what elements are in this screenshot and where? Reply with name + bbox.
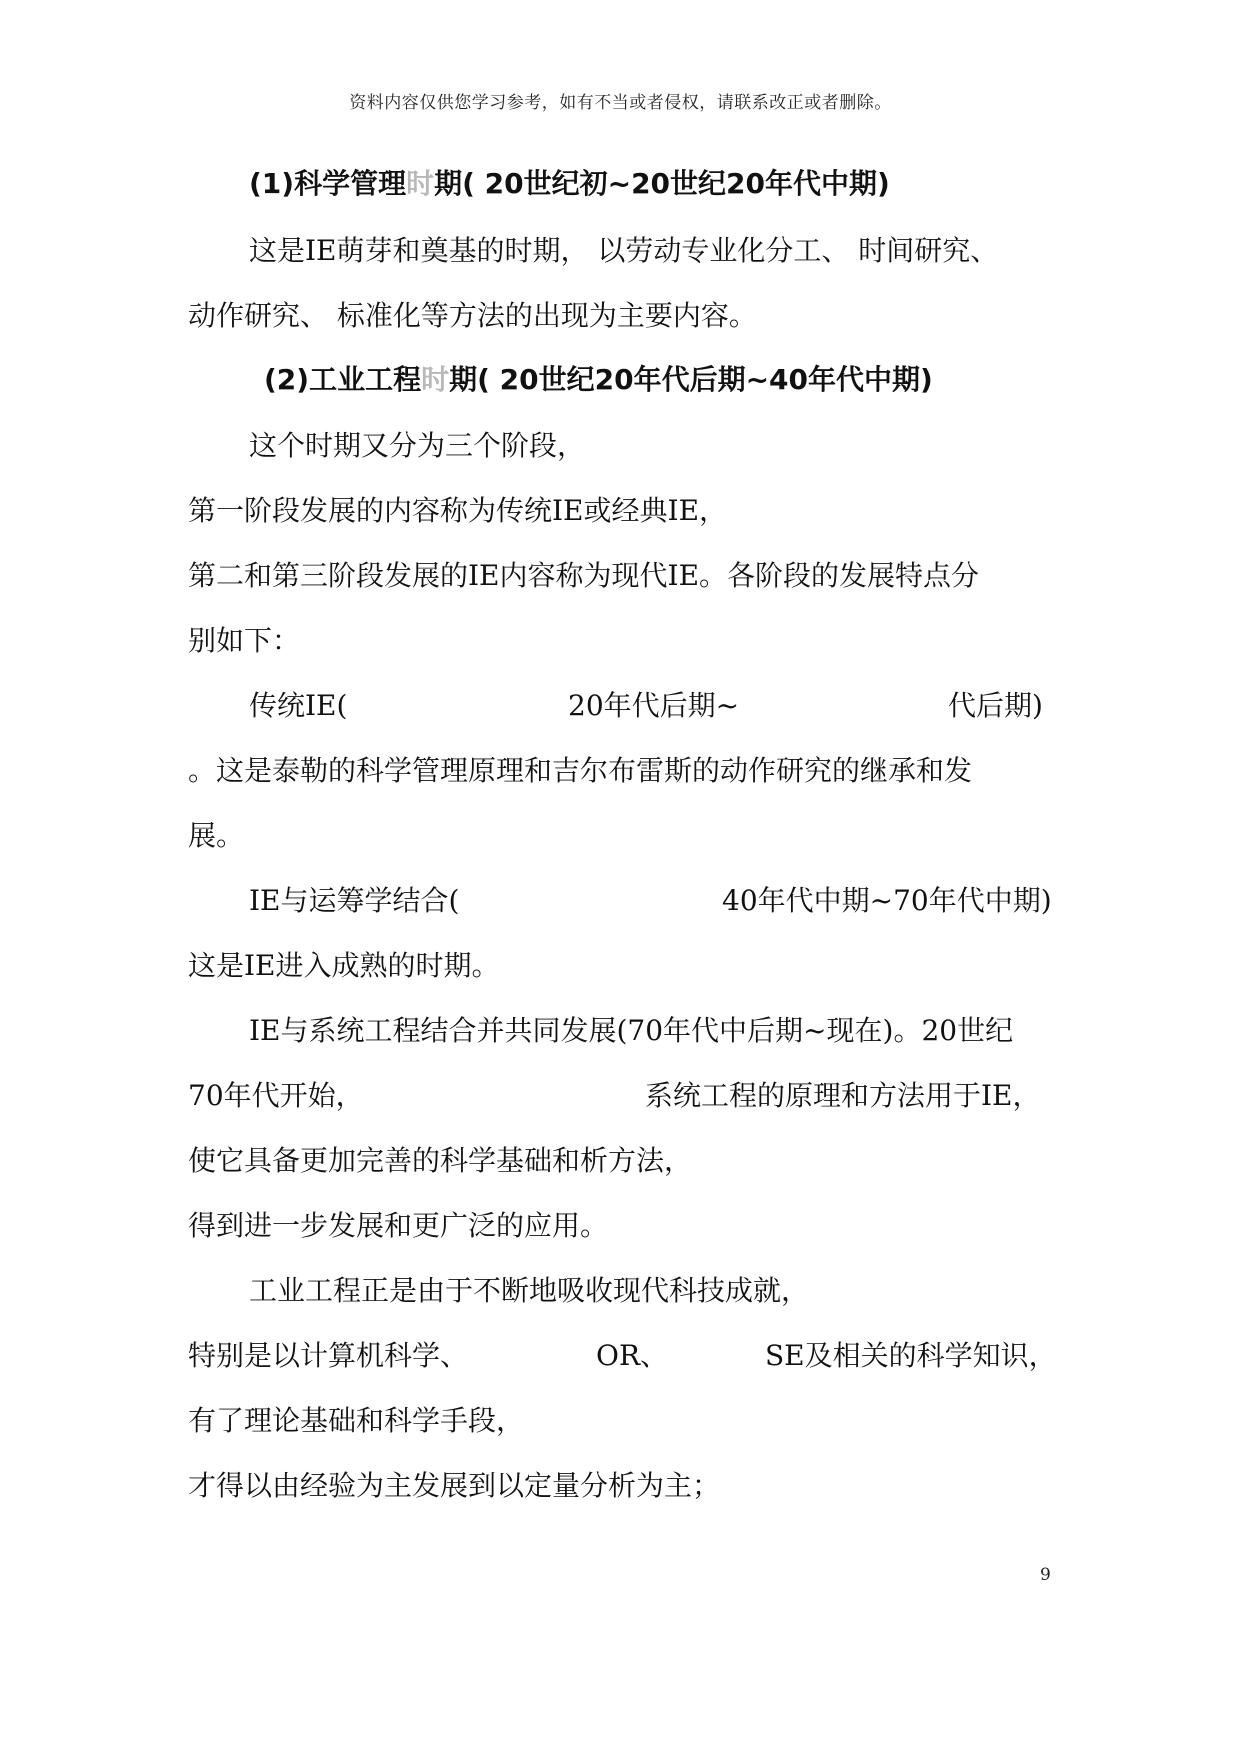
heading-1-prefix: (1)科学管理 xyxy=(249,167,407,200)
paragraph-3-line-2-c: SE及相关的科学知识， xyxy=(765,1339,1057,1372)
paragraph-3-line-3: 有了理论基础和科学手段， xyxy=(188,1404,525,1437)
paragraph-3-line-2-b: OR、 xyxy=(596,1339,669,1372)
stage-3-line-2-left: 70年代开始， xyxy=(188,1079,364,1112)
page-number: 9 xyxy=(1040,1565,1051,1585)
stage-1-label: 传统IE( xyxy=(249,689,348,722)
stage-3-line-1: IE与系统工程结合并共同发展(70年代中后期~现在)。20世纪 xyxy=(249,1014,1014,1047)
heading-2-suffix: 期( 20世纪20年代后期~40年代中期) xyxy=(449,363,933,396)
paragraph-1-line-2: 动作研究、 标准化等方法的出现为主要内容。 xyxy=(188,299,757,332)
paragraph-2-line-1: 这个时期又分为三个阶段， xyxy=(249,429,586,462)
stage-1-line-3: 展。 xyxy=(188,819,245,852)
paragraph-2-line-3: 第二和第三阶段发展的IE内容称为现代IE。各阶段的发展特点分 xyxy=(188,559,980,592)
stage-1-period-start: 20年代后期~ xyxy=(568,689,740,722)
stage-3-line-3: 使它具备更加完善的科学基础和析方法， xyxy=(188,1144,693,1177)
paragraph-2-line-2: 第一阶段发展的内容称为传统IE或经典IE， xyxy=(188,494,728,527)
paragraph-3-line-2-a: 特别是以计算机科学、 xyxy=(188,1339,469,1372)
stage-1-line-2: 。这是泰勒的科学管理原理和吉尔布雷斯的动作研究的继承和发 xyxy=(188,754,973,787)
heading-1-suffix: 期( 20世纪初~20世纪20年代中期) xyxy=(434,167,890,200)
section-heading-2 xyxy=(264,363,933,396)
stage-2-line-2: 这是IE进入成熟的时期。 xyxy=(188,949,500,982)
heading-2-prefix: (2)工业工程 xyxy=(264,363,422,396)
section-heading-1 xyxy=(249,167,890,200)
stage-1-period-end: 代后期) xyxy=(948,689,1043,722)
header-note: 资料内容仅供您学习参考，如有不当或者侵权，请联系改正或者删除。 xyxy=(349,93,892,113)
stage-2-label: IE与运筹学结合( xyxy=(249,884,460,917)
paragraph-3-line-4: 才得以由经验为主发展到以定量分析为主； xyxy=(188,1469,721,1502)
paragraph-3-line-1: 工业工程正是由于不断地吸收现代科技成就， xyxy=(249,1274,810,1307)
paragraph-2-line-4: 别如下： xyxy=(188,624,301,657)
stage-2-period: 40年代中期~70年代中期) xyxy=(722,884,1052,917)
paragraph-1-line-1: 这是IE萌芽和奠基的时期， 以劳动专业化分工、 时间研究、 xyxy=(249,234,999,267)
stage-3-line-2-right: 系统工程的原理和方法用于IE， xyxy=(645,1079,1041,1112)
heading-2-faded-char: 时 xyxy=(421,363,450,396)
heading-1-faded-char: 时 xyxy=(406,167,435,200)
stage-3-line-4: 得到进一步发展和更广泛的应用。 xyxy=(188,1209,609,1242)
